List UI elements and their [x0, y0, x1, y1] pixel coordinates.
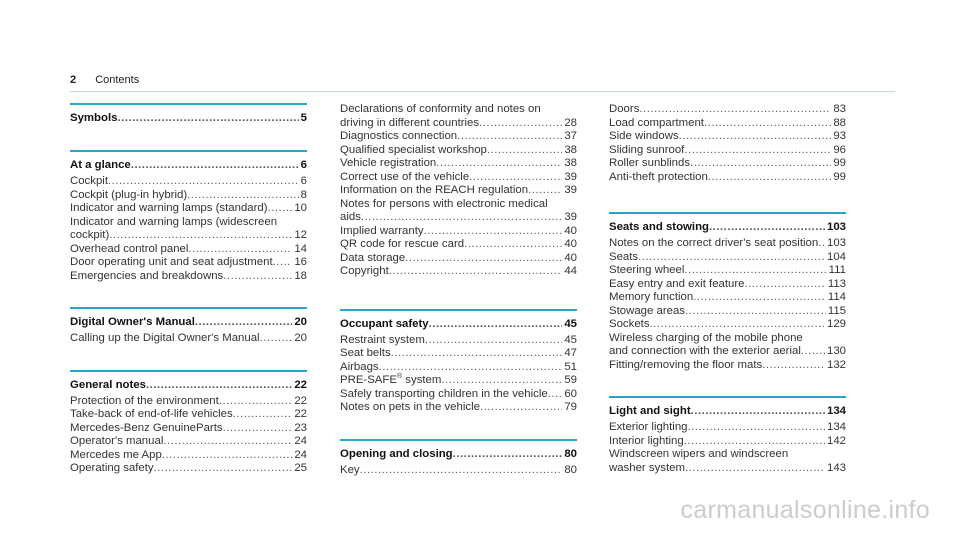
toc-entry[interactable]: Safely transporting children in the vehicle ..... 60	[340, 388, 577, 402]
watermark: carmanualsonline.info	[680, 496, 930, 524]
toc-entry[interactable]: Operator's manual ..... 24	[70, 435, 307, 449]
toc-entry[interactable]: Key ..... 80	[340, 464, 577, 478]
section-heading[interactable]: Digital Owner's Manual ..... 20	[70, 315, 307, 330]
toc-entry-line[interactable]: Windscreen wipers and windscreen	[609, 448, 789, 460]
toc-entry-line[interactable]: Wireless charging of the mobile phone	[609, 331, 803, 344]
toc-entry[interactable]: Stowage areas ..... 115	[609, 305, 846, 319]
toc-entry[interactable]: Cockpit (plug-in hybrid) ..... 8	[70, 189, 307, 203]
toc-section-continued	[340, 103, 577, 279]
toc-entry[interactable]: Information on the REACH regulation ..... 39	[340, 184, 577, 198]
toc-entry[interactable]: Side windows ..... 93	[609, 130, 846, 144]
toc-entry[interactable]: Easy entry and exit feature ..... 113	[609, 278, 846, 292]
toc-section-light-and-sight	[609, 396, 846, 475]
toc-entry[interactable]: Qualified specialist workshop ..... 38	[340, 144, 577, 158]
header-divider	[70, 91, 895, 92]
toc-entry[interactable]: Restraint system ..... 45	[340, 334, 577, 348]
section-rule	[340, 439, 577, 441]
section-rule	[70, 150, 307, 152]
toc-entry[interactable]: Mercedes-Benz GenuineParts ..... 23	[70, 422, 307, 436]
toc-entry[interactable]: Calling up the Digital Owner's Manual ..... 20	[70, 332, 307, 346]
toc-entry[interactable]: Seats ..... 104	[609, 251, 846, 265]
toc-section-occupant-safety	[340, 309, 577, 415]
toc-column-3	[609, 103, 846, 499]
toc-entry[interactable]: Indicator and warning lamps (standard) ..... 10	[70, 202, 307, 216]
toc-entry[interactable]: Seat belts ..... 47	[340, 347, 577, 361]
toc-entry[interactable]: Exterior lighting ..... 134	[609, 421, 846, 435]
toc-section-continued	[609, 103, 846, 184]
toc-entry[interactable]: Interior lighting ..... 142	[609, 435, 846, 449]
toc-entry[interactable]: Cockpit ..... 6	[70, 175, 307, 189]
toc-entry[interactable]: washer system ..... 143	[609, 462, 846, 476]
section-heading[interactable]: Seats and stowing ..... 103	[609, 220, 846, 235]
toc-entry[interactable]: Load compartment ..... 88	[609, 117, 846, 131]
toc-section-digital-owners-manual	[70, 307, 307, 346]
toc-entry[interactable]: Take-back of end-of-life vehicles ..... 22	[70, 408, 307, 422]
section-heading[interactable]: Symbols ..... 5	[70, 111, 307, 126]
toc-entry[interactable]: PRE-SAFE® system ..... 59	[340, 374, 577, 388]
section-rule	[70, 103, 307, 105]
toc-section-at-a-glance	[70, 150, 307, 283]
page-title: Contents	[95, 74, 140, 86]
toc-entry[interactable]: aids ..... 39	[340, 211, 577, 225]
toc-entry[interactable]: Vehicle registration ..... 38	[340, 157, 577, 171]
toc-entry[interactable]: Data storage ..... 40	[340, 252, 577, 266]
toc-entry[interactable]: Roller sunblinds ..... 99	[609, 157, 846, 171]
toc-entry[interactable]: Implied warranty ..... 40	[340, 225, 577, 239]
section-heading[interactable]: Occupant safety ..... 45	[340, 317, 577, 332]
toc-entry[interactable]: Operating safety ..... 25	[70, 462, 307, 476]
toc-entry[interactable]: Memory function ..... 114	[609, 291, 846, 305]
section-heading[interactable]: Opening and closing ..... 80	[340, 447, 577, 462]
toc-entry[interactable]: driving in different countries ..... 28	[340, 117, 577, 131]
toc-entry[interactable]: Diagnostics connection ..... 37	[340, 130, 577, 144]
section-rule	[609, 212, 846, 214]
toc-entry[interactable]: Protection of the environment ..... 22	[70, 395, 307, 409]
section-rule	[340, 309, 577, 311]
section-rule	[70, 370, 307, 372]
page-number: 2	[70, 74, 77, 86]
toc-entry[interactable]: Sockets ..... 129	[609, 318, 846, 332]
toc-entry[interactable]: Notes on the correct driver's seat position ..... 103	[609, 237, 846, 251]
toc-entry[interactable]: Airbags ..... 51	[340, 361, 577, 375]
toc-entry[interactable]: Correct use of the vehicle ..... 39	[340, 171, 577, 185]
toc-entry[interactable]: Anti-theft protection ..... 99	[609, 171, 846, 185]
toc-entry[interactable]: Doors ..... 83	[609, 103, 846, 117]
section-rule	[70, 307, 307, 309]
section-heading[interactable]: General notes ..... 22	[70, 378, 307, 393]
toc-entry[interactable]: Fitting/removing the floor mats ..... 132	[609, 359, 846, 373]
toc-entry[interactable]: Door operating unit and seat adjustment ..... 16	[70, 256, 307, 270]
toc-section-seats-and-stowing	[609, 212, 846, 372]
section-heading[interactable]: At a glance ..... 6	[70, 158, 307, 173]
toc-entry-line[interactable]: Declarations of conformity and notes on	[340, 103, 541, 115]
toc-section-symbols	[70, 103, 307, 126]
toc-entry[interactable]: Notes on pets in the vehicle ..... 79	[340, 401, 577, 415]
toc-entry-line[interactable]: Notes for persons with electronic medical	[340, 197, 548, 210]
toc-entry[interactable]: and connection with the exterior aerial ..... 130	[609, 345, 846, 359]
toc-entry[interactable]: Mercedes me App ..... 24	[70, 449, 307, 463]
toc-entry[interactable]: Copyright ..... 44	[340, 265, 577, 279]
toc-entry[interactable]: Sliding sunroof ..... 96	[609, 144, 846, 158]
toc-entry[interactable]: cockpit) ..... 12	[70, 229, 307, 243]
section-rule	[609, 396, 846, 398]
toc-entry[interactable]: Emergencies and breakdowns ..... 18	[70, 270, 307, 284]
toc-section-general-notes	[70, 370, 307, 476]
toc-entry-line[interactable]: Indicator and warning lamps (widescreen	[70, 215, 278, 228]
toc-entry[interactable]: QR code for rescue card ..... 40	[340, 238, 577, 252]
section-heading[interactable]: Light and sight ..... 134	[609, 404, 846, 419]
page-header	[70, 74, 139, 86]
toc-column-2	[340, 103, 577, 501]
toc-section-opening-and-closing	[340, 439, 577, 478]
registered-mark: ®	[396, 373, 403, 381]
toc-entry[interactable]: Overhead control panel ..... 14	[70, 243, 307, 257]
toc-column-1	[70, 103, 307, 500]
toc-entry[interactable]: Steering wheel ..... 111	[609, 264, 846, 278]
